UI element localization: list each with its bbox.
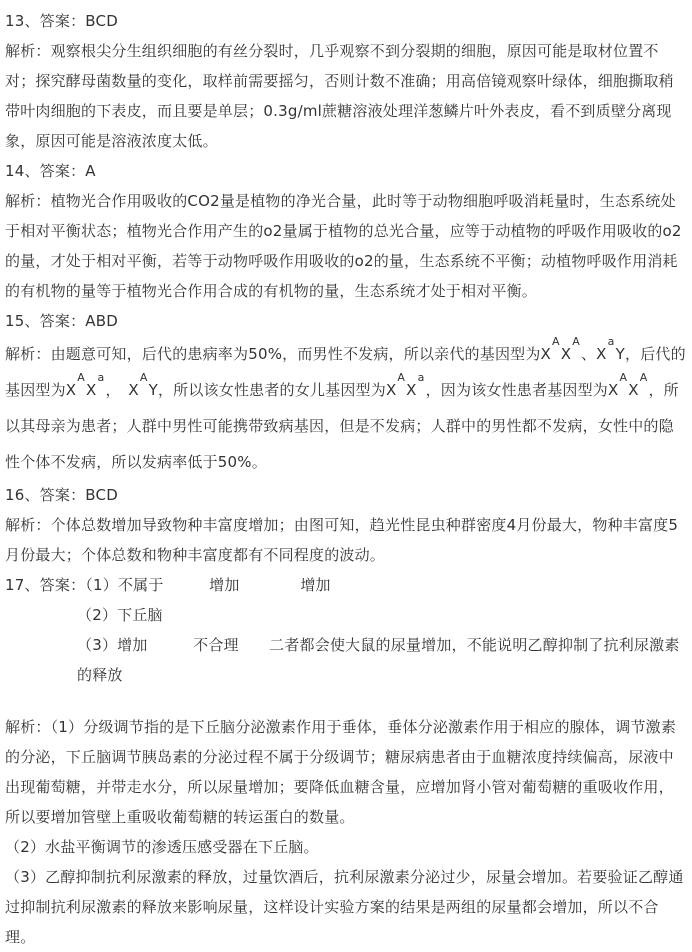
q16-answer-line: 16、答案：BCD — [5, 486, 118, 504]
q17-analysis-part-2: （2）水盐平衡调节的渗透压感受器在下丘脑。 — [5, 838, 319, 856]
q15-analysis-text: 解析：由题意可知，后代的患病率为50%，而男性不发病，所以亲代的基因型为$X^AX^A$、$X^aY$，后代的基因型为$X^AX^a$， $X^AY$，所以该女性患者的女儿基因型为$X^AX^a$，因为该女性患者基因型为$X^AX^A$，所以其母亲为患者；人群中男性可能携带致病基因，但是不发病；人群中的男性都不发病，女性中的隐性个体不发病，所以发病率低于50%。 — [5, 335, 686, 471]
q15-answer-line: 15、答案：ABD — [5, 312, 118, 330]
q17-answer-line-1: 17、答案：（1）不属于 增加 增加 — [5, 576, 331, 594]
q14-answer-line: 14、答案：A — [5, 162, 96, 180]
q17-analysis-part-3: （3）乙醇抑制抗利尿激素的释放，过量饮酒后，抗利尿激素分泌过少，尿量会增加。若要验证乙醇通过抑制抗利尿激素的释放来影响尿量，这样设计实验方案的结果是两组的尿量都会增加，所以不合理。 — [5, 868, 684, 946]
q14-analysis-text: 解析：植物光合作用吸收的CO2量是植物的净光合量，此时等于动物细胞呼吸消耗量时，生态系统处于相对平衡状态；植物光合作用产生的o2量属于植物的总光合量，应等于动植物的呼吸作用吸收的o2的量，才处于相对平衡，若等于动物呼吸作用吸收的o2的量，生态系统不平衡；动植物呼吸作用消耗的有机物的量等于植物光合作用合成的有机物的量，生态系统才处于相对平衡。 — [5, 192, 682, 300]
q13-analysis-text: 解析：观察根尖分生组织细胞的有丝分裂时，几乎观察不到分裂期的细胞，原因可能是取材位置不对；探究酵母菌数量的变化，取样前需要摇匀，否则计数不准确；用高倍镜观察叶绿体，细胞撕取稍带叶肉细胞的下表皮，而且要是单层；0.3g/ml蔗糖溶液处理洋葱鳞片叶外表皮，看不到质壁分离现象，原因可能是溶液浓度太低。 — [5, 42, 674, 150]
q13-answer-line: 13、答案：BCD — [5, 12, 118, 30]
q16-analysis-text: 解析：个体总数增加导致物种丰富度增加；由图可知，趋光性昆虫种群密度4月份最大，物种丰富度5月份最大；个体总数和物种丰富度都有不同程度的波动。 — [5, 516, 679, 564]
q17-answer-line-3: （3）增加 不合理 二者都会使大鼠的尿量增加，不能说明乙醇抑制了抗利尿激素的释放 — [77, 636, 680, 684]
q17-answer-line-2: （2）下丘脑 — [77, 606, 163, 624]
q17-analysis-part-1: 解析：（1）分级调节指的是下丘脑分泌激素作用于垂体，垂体分泌激素作用于相应的腺体，调节激素的分泌，下丘脑调节胰岛素的分泌过程不属于分级调节；糖尿病患者由于血糖浓度持续偏高，尿液中出现葡萄糖，并带走水分，所以尿量增加；要降低血糖含量，应增加肾小管对葡萄糖的重吸收作用，所以要增加管壁上重吸收葡萄糖的转运蛋白的数量。 — [5, 718, 677, 826]
